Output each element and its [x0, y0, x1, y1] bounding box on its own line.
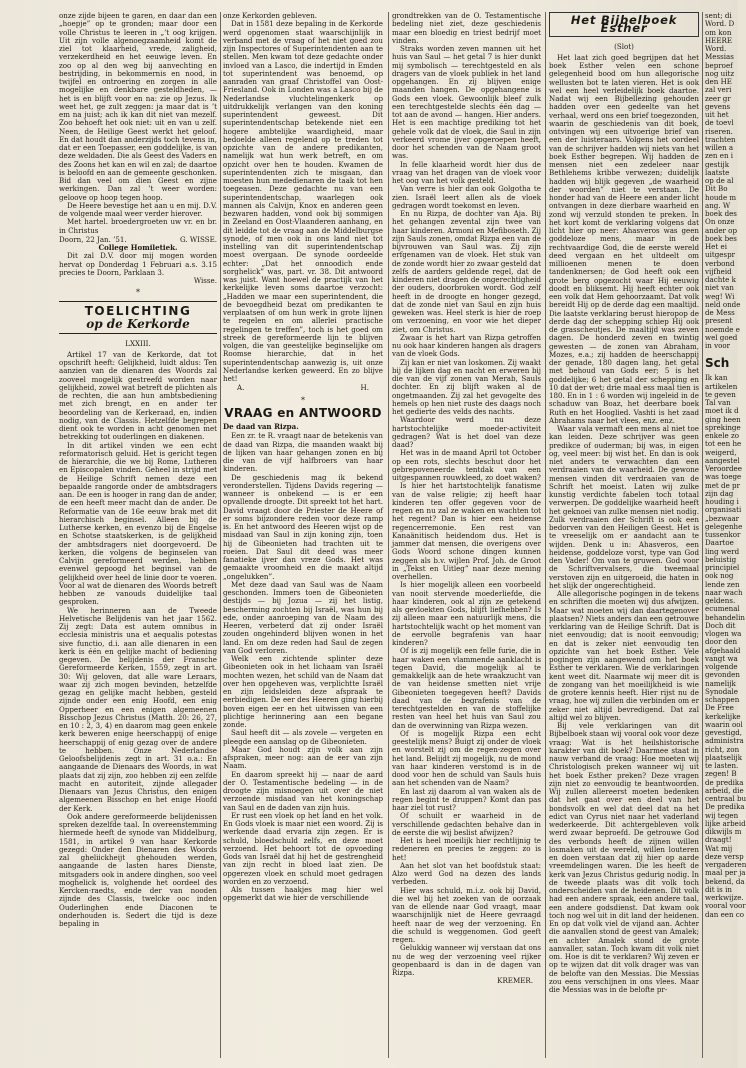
fragment-line: willen a: [705, 143, 734, 152]
fragment-line: sent; di: [705, 11, 732, 20]
paragraph: Waar vala vermaft een mens al niet toe kan leiden. Deze schrijver was geen predikce of ouderman; bij was, in eigen og, veel meer: bij wist het. En dan is ook niet anders te verwachten dan een verdraaien van de waarheid. De gewone mensen vinden dit verdraaien van de Schrift het moeist. Laten wij zulke kunstig verdichte fabelen toch totaal verwerpen. De goddelijke waarheid heeft het geknoei van zulke mensen niet nodig. Zulk verdraaien der Schrift is ook een bedorven van den Heiligen Geest. Het is te vreeselijk om er aandacht aan te wijden. Denk u in: Ahasveros, een heidense, goddeloze vorst, type van God den Vader! Om van te gruwen. God voor de Schriftvervalsers, die tweemaal verstoven zijn en uitgeroeid, die haten in het slijk der ongerechtigheid.: [549, 424, 699, 590]
fragment-line: werkwijze.: [705, 893, 744, 902]
author-signature: Wisse.: [193, 276, 217, 285]
fragment-line: tussenkor: [705, 530, 741, 539]
fragment-line: om kon: [705, 27, 732, 37]
paragraph: Zwaar is het hart van Rizpa getroffen nu ook haar kinderen hangen als dragers van de vloek Gods.: [392, 332, 541, 359]
fragment-line: noemde e: [705, 324, 740, 334]
column-5-fragment: [705, 12, 745, 1060]
fragment-line: Het ei: [705, 242, 727, 251]
fragment-line: organisati: [705, 505, 742, 515]
fragment-line: wij tegen: [705, 810, 739, 820]
fragment-line: zal veri: [705, 85, 732, 95]
author-signature: G. WISSE.: [179, 234, 217, 244]
paragraph: Alle allegorische pogingen in de tekens en schriften die moeten wij dus afwijzen. Maar wat moeten wij dan daartegenover plaatsen? Niets anders dan een getrouwe verklaring van de Heilige Schrift. Dat is niet eenvoudig; dat is nooit eenvoudig; en dat is zeker niet eenvoudig ten opzichte van het boek Esther. Vele pogingen zijn aangewend om het boek Esther te verklaren. Wie de verklaringen kent weet dit. Naarmate wij meer dit is de zongang van het moeilijkheid is wie de grotere kennis heeft. Hier rijst nu de vraag, hoe wij zullen die verbinden om er zeker niet altijd bevredigend. Dat zal altijd wel zo blijven.: [549, 589, 699, 722]
fragment-line: maal per ja: [705, 868, 746, 878]
fragment-line: te geven: [705, 389, 736, 399]
fragment-line: boek bes: [705, 233, 737, 243]
fragment-line: lijke arbeid: [705, 818, 746, 828]
fragment-line: Wat mij: [705, 843, 733, 853]
fragment-line: behandelin: [705, 612, 745, 622]
paragraph: Het is heel moeilijk hier rechtlijnig te redeneren en precies te zeggen: zo is het!: [392, 836, 541, 862]
fragment-line: de predika: [705, 777, 744, 787]
fragment-line: Messias: [705, 52, 734, 62]
fragment-line: houde m: [705, 192, 737, 202]
paragraph: Bij vele verklaringen van dit Bijbelboek staan wij vooral ook voor deze vraag: Wat is het heilshistorische karakter van dit boek? Daarmee staat in nauw verband de vraag: Hoe moeten wij Christologisch preken wanneer wij uit het boek Esther preken? Deze vragen zijn niet zo eenvoudig te beantwoorden. Wij zullen allereerst moeten bedenken dat het gaat over een deel van het bondsvolk en wel dat deel dat na het edict van Cyrus niet naar het vaderland wederkeerde. Dit achtergebleven volk werd zwaar beproefd. De getrouwe God des verbonds heeft de zijnen willen losmaken uit de wereld, willen louteren en doen verstaan dat zij hier op aarde vreemdelingen waren. Die les heeft de kerk van Jezus Christus gedurig nodig. In de tweede plaats was dit volk toch onderscheiden van de heidenen. Dit volk had een andere spraak, een andere taal, een andere godsdienst. Dat kwam ook toch nog wel uit in dit land der heidenen. En op dat volk viel de vijand aan. Achter die aanvallen stond de geest van Amalek; en achter Amalek stond de grote aanvaller, satan. Toch kwam dit volk niet om. Hoe is dit te verklaren? Wij zeven er op te wijzen dat dit volk drager was van de belofte van den Messias. Die Messias zou eens verschijnen in ons vlees. Maar die Messias was in de belofte pr-: [549, 721, 699, 994]
paragraph: onze zijde bijeen te garen, en daar dan een „hoepje” op te gronden; maar door een volle Christus te leeren in „’t oog krijgen. Uit zijn volle algenoegzaamheid komt de ziel tot klaarheid, vrede, zaligheid, verzekerdheid en het eeuwige leven. En zoo op al den weg bij aanvechting en bestrijding, in bekommernis en nood, in twijfel en ontroering en zorgen in alle mogelijke en denkbare gesteldheden, — het is en blijft voor en na: zie op Jezus. Ik weet het, ge zult zeggen: ja maar dat is ’t em na juist; ach ik kan dit niet van mezelf. Zoo behoeft het ook niet: uit en van u zelf. Neen, de Heilige Geest werkt het geloof. En dat houdt dan anderzijds toch tevens in, dat er een Toepasser, een goddelijke, is van deze weldaden. Die als Geest des Vaders en des Zoons het kan en wil en zal; de daartoe is beloofd en aan de gemeente geschonken. Bid dan veel om dien Geest en zijne werkingen. Dan zal ’t weer worden: geloove op hoop tegen hoop.: [59, 11, 217, 202]
paragraph: We herinneren aan de Tweede Helvetische Belijdenis van het jaar 1562. Zij zegt: Data est autem omnibus in ecclesia ministris una et aequalis potestas sive functio, d.i. aan alle dienaren in een kerk is één en gelijke macht of bediening gegeven. De belijdenis der Fransche Gereformeerde Kerken, 1559, zegt in art. 30: Wij geloven, dat alle ware Leraars, waar zij zich mogen bevinden, hetzelfde gezag en gelijke macht hebben, gesteld zijnde onder een enig Hoofd, een enig Opperheer en een enigen algemeenen Bisschop Jezus Christus (Matth. 20: 26, 27, en 10 : 2, 3, 4) en daarom mag geen enkele kerk beweren enige heerschappij of enige heerschappij of enig gezag over de andere te hebben. Onze Nederlandse Geloofsbelijdenis zegt in art. 31 o.a.: En aangaande de Dienaars des Woords, in wat plaats dat zij zijn, zoo hebben zij een zelfde macht en autoriteit, zijnde allegader Dienaars van Jezus Christus, den enigen algemeenen Bisschop en het enige Hoofd der Kerk.: [59, 605, 217, 813]
fragment-line: zen en i: [705, 151, 734, 161]
fragment-line: Dit Bo: [705, 184, 728, 194]
fragment-line: de Mess: [705, 308, 735, 317]
section-subtitle: op de Kerkorde: [86, 316, 190, 331]
fragment-line: On onze: [705, 217, 735, 227]
column-2: [223, 12, 383, 1060]
fragment-line: volgende: [705, 662, 738, 671]
fragment-line: den HE: [705, 77, 732, 86]
author-initial: H.: [360, 383, 369, 393]
subheading: De daad van Rizpa.: [223, 422, 299, 431]
paragraph: Met deze daad van Saul was de Naam geschonden. Immers toen de Gibeonieten destijds — bij Jozua — zij het listig, bescherming zochten bij Israël, was hun bij ede, onder aanroeping van de Naam des Heeren, verbeterd dat zij onder Israël zouden ongehinderd blijven wonen in het land. En om deze reden had Saul de zegen van God verloren.: [223, 579, 383, 655]
fragment-line: dikwijls m: [705, 827, 742, 836]
paragraph: En nu Rizpa, de dochter van Aja. Bij het gehangen zevental zijn twee van haar kinderen. Armoni en Mefiboseth. Zij zijn Sauls zonen, omdat Rizpa een van de bijvrouwen van Saul was. Zij zijn erfgenamen van de vloek. Het stuk van de zonde wordt hier zo zwaar gesteld dat zelfs de aarders geldende regel, dat de kinderen niet dragen de ongerechtigheid der ouders, doorbroken wordt. God zelf heeft in de droogte en honger gezegd, dat de zonde niet van Saul en zijn huis geweken was. Heel sterk is hier de roep om verzoening, en voor wie het dieper ziet, om Christus.: [392, 209, 542, 334]
fragment-line: afgehaald: [705, 645, 741, 655]
fragment-line: Word. D: [705, 19, 735, 29]
paragraph: De geschiedenis mag ik bekend veronderstellen. Tijdens Davids regering — wanneer is onbekend — is er een opvallende droogte. Dit spreekt tot het hart. David vraagt door de Priester de Heere of er soms bijzondere reden voor deze ramp is. En het antwoord des Heeren wijst op de misdaad van Saul in zijn koning zijn, toen hij de Gibeonieten had trachten uit te roeien. Dat Saul dit deed was meer fanatieke ijver dan vreze Gods. Het was gemaakte vroomheid en die maakt altijd „ongelukken”.: [223, 472, 383, 581]
fragment-line: door den: [705, 637, 738, 647]
fragment-lines-bottom: [705, 374, 745, 919]
paragraph: Straks worden zeven mannen uit het huis van Saul — het getal 7 is hier dunkt mij symbolisch — terechtgesteld en als dragers van de vloek publiek in het land opgehangen. En zij blijven enige maanden hangen. De opgehangene is Gods een vloek. Gewoonlijk bleef zulk een terechtgestelde slechts één dag — tot aan de avond — hangen. Hier anders. Het is een machtige prediking tot het gehele volk dat de vloek, die Saul in zijn verkeerd vrome ijver opgeroepen heeft, door het schenden van de Naam groot was.: [392, 44, 541, 161]
column-rule: [388, 12, 389, 1058]
fragment-line: trachten: [705, 134, 736, 144]
fragment-line: uitgespr: [705, 250, 735, 260]
separator-star: *: [301, 395, 305, 405]
paragraph: Of is zij mogelijk een felle furie, die in haar waken een vlammende aanklacht is tegen David, die mogelijk al te gemakkelijk aan de hete wraakzucht van de van heidense smetten niet vrije Gibeonieten toegegeven heeft? Davids daad van de begrafenis van de terechtgestelden en van de stoffelijke resten van heel het huis van Saul zou dan de overwinning van Rizpa wezen.: [392, 646, 541, 730]
paragraph: Dit zal D.V. door mij mogen worden hervat op Donderdag 1 Februari a.s. 3.15 precies te Doorn, Parklaan 3.: [59, 251, 217, 277]
fragment-line: namelijk: [705, 678, 736, 688]
section-title: TOELICHTING: [84, 303, 192, 318]
fragment-line: met de pr: [705, 480, 740, 490]
fragment-line: in voor: [705, 341, 731, 350]
fragment-line: Synodale: [705, 686, 738, 696]
fragment-line: zegen! B: [705, 769, 737, 779]
fragment-line: Doch dit: [705, 620, 736, 630]
column-rule: [545, 12, 546, 1058]
fragment-line: ecumenal: [705, 604, 740, 614]
article-title: Het Bijbelboek Esther: [549, 12, 699, 37]
fragment-line: deze versp: [705, 851, 744, 861]
paragraph: Saul heeft dit — als zovele — vergeten en pleegde een aanslag op de Gibeonieten.: [223, 728, 383, 746]
fragment-line: ling werd: [705, 546, 740, 556]
fragment-line: de toevl: [705, 118, 734, 128]
paragraph: Met hartel. broedergroeten uw vr. en br. in Christus: [59, 217, 217, 235]
paragraph: Of schuilt er waarheid in de verschillende gedachten behalve dan in de eerste die wij beslist afwijzen?: [392, 811, 541, 837]
section-title: VRAAG en ANTWOORD: [224, 405, 382, 420]
fragment-line: richt, zon: [705, 744, 740, 754]
separator-star: *: [136, 288, 140, 298]
fragment-line: draagt!: [705, 835, 732, 845]
fragment-line: verbond: [705, 258, 735, 268]
fragment-line: moet ik d: [705, 406, 739, 416]
paragraph: Ook andere gereformeerde belijdenissen spreken dezelfde taal. In overeenstemming hiermede heeft de synode van Middelburg, 1581, in artikel 9 van haar Kerkorde gezegd: Onder den Dienaren des Woords zal gheliickheijt ghehouden werden, aangaande de lasten hares Dienste, mitsgaders ook in andere dinghen, soo veel moghelick is, volghende het oordeel des Kercken-raedts, ende der van nooden zijnde des Classis, twelcke ooc inden Ouderlinghen ende Diaconen te onderhouden is. Sedert die tijd is deze bepaling in: [59, 811, 217, 928]
fragment-line: „bezwaar: [705, 513, 740, 523]
paragraph: Aan het slot van het boofdstuk staat: Alzo werd God na dezen des lands verbeden.: [392, 860, 541, 887]
fragment-line: aangestel: [705, 455, 740, 465]
paragraph: Er rust een vloek op het land en het volk. En Gods vloek is maar niet een woord. Zij is werkende daad ervaria zijn zegen. Er is schuld, bloedschuld zelfs, en deze moet verzoend. Het behoort tot de opvoeding Gods van Israël dat hij het de gestrengheid van zijn recht in bloed laat zien. De opgerezen vloek en schuld moet gedragen worden en zo verzoend.: [223, 810, 383, 886]
fragment-line: was toege: [705, 472, 742, 482]
notice-title: College Homiletiek.: [98, 243, 178, 252]
cropped-heading: Sch: [705, 356, 730, 371]
paragraph: In felle klaarheid wordt hier dus de vraag van het dragen van de vloek voor het oog van het volk gesteld.: [392, 159, 541, 185]
fragment-line: naar wach: [705, 587, 743, 597]
fragment-line: present: [705, 316, 733, 326]
column-1: [59, 12, 217, 1060]
signature-line: [223, 384, 383, 392]
fragment-line: neld onde: [705, 299, 741, 309]
fragment-line: ook nog: [705, 571, 734, 581]
section-header: [59, 301, 217, 334]
paragraph: Dat in 1581 deze bepaling in de Kerkorde werd opgenomen staat waarschijnlijk in verband met de vraag of het niet goed zou zijn Inspectores of Superintendenten aan te stellen. Men kwam tot deze gedachte onder invloed van a Lasco, die indertijd in Emden tot superintendent was benoemd, op aanraden van graaf Christoffel van Oost-Friesland. Ook in Londen was a Lasco bij de Nederlandse vluchtelingenkerk op uitdrukkelijk verlangen van den koning superintendent geweest. Dit superintendentschap betekende niet een hogere ambtelijke waardigheid, maar bedoelde alleen regelend op te treden tot opzichte van de andere predikanten, namelijk wat hun werk betreft, en om opzicht over hen te houden. Kwamen de superintendenten zich te misgaan, dan moesten hun mededienaren de taak tot hen toegeasen. Deze gedachte nu van een superintendentschap, waarlegen ook mannen als Calvijn, Knox en anderen geen bezwaren hadden, vond ook bij sommigen in Zeeland en Oost-Vlaanderen aanhang, en dit leidde tot de vraag aan de Middelburgse synode, of men ook in ons land niet tot instelling van dit superintendentschap moest overgaan. De synode oordeelde echter: „Dat het onnoodich ende sorghelick” was, part. vr. 38. Dit antwoord was juist. Want hoewel de practijk van het kerkelijke leven soms daartoe verzocht: „Hadden we maar een superintendent, die de bevoegdheid bezat om predikanten te verplaatsen of om hun werk in grote lijnen te regelen en om allerlei practische regelingen te treffen”, toch is het goed om streek de gereformeerde lijn te blijven volgen, die van geestelijke beginselijke om Roomse hierarchie, dat in het superintendentschap aanwezig is, uit onze Nederlandse kerken geweerd. En zo blijve het!: [223, 19, 383, 383]
paragraph: Als tussen haakjes mag hier wel opgemerkt dat wie hier de verschillende: [223, 885, 383, 903]
fragment-line: bekend, da: [705, 876, 745, 886]
paragraph: Is hier mogelijk alleen een voorbeeld van nooit stervende moederliefde, die haar kinderen, ook al zijn ze getekend als gevloekten Gods, blijft liefhebben? Is zij alleen maar een natuurlijk mens, die hartstochtelijk wacht op het moment van de eervolle begrafenis van haar kinderen?: [392, 580, 541, 647]
paragraph: En daarom spreekt hij — naar de aard der O. Testamentische bedeling — in de droogte zijn misnoegen uit over de niet verzoende misdaad van het koningschap van Saul en de daden van zijn huis.: [223, 769, 383, 812]
fragment-line: schappen: [705, 695, 740, 704]
fragment-line: zijn dag: [705, 488, 734, 498]
column-rule: [220, 12, 221, 1058]
fragment-line: ang. W: [705, 200, 731, 210]
fragment-line: gevonden: [705, 670, 740, 680]
fragment-line: gevestigd,: [705, 728, 743, 737]
fragment-line: vergaderen: [705, 860, 746, 869]
fragment-line: gevens: [705, 101, 731, 111]
fragment-line: Veroordee: [705, 464, 742, 473]
fragment-line: Daartoe: [705, 538, 734, 548]
fragment-line: vooral voor: [705, 901, 746, 911]
fragment-line: uit het: [705, 110, 729, 119]
fragment-line: geldens.: [705, 596, 736, 605]
fragment-line: vlogen wa: [705, 629, 742, 638]
fragment-line: te lasten.: [705, 761, 739, 770]
fragment-line: boek des: [705, 209, 737, 218]
paragraph: onze Kerkorden gebleven.: [223, 11, 318, 20]
fragment-line: principiel: [705, 563, 740, 572]
paragraph: Gelukkig wanneer wij verstaan dat ons nu de weg der verzoening veel rijker geopenbaard is dan in de dagen van Rizpa.: [392, 943, 541, 977]
paragraph: Zij kan er niet van loskomen. Zij waakt bij de lijken dag en nacht en erweren bij die van de vijf zonen van Merab, Sauls dochter. En zij blijft waken al de ongetmaanden. Zij zal het gevogelte des hemels op hen niet ruste des daags noch het gedierte des velds des nachts.: [392, 357, 541, 416]
fragment-line: op de al: [705, 176, 734, 185]
column-3: [392, 12, 541, 1060]
paragraph: Is hier het hartstochtelijk fanatisme van de valse religie; zij heeft haar kinderen ten offer gegeven voor de regen en nu zal ze waken en wachten tot het regent? Dan is hier een heidense regencerremonie. Een rest van Kanaänitisch heidendom dus. Het is jammer dat mensen, die overigens over Gods Woord schone dingen kunnen zeggen als b.v. wijlen Prof. Joh. de Groot in „Tekst en Uitleg” naar deze mening overhellen.: [392, 481, 541, 581]
column-rule: [702, 12, 703, 1058]
paragraph: Artikel 17 van de Kerkorde, dat tot opschrift heeft: Gelijkheid, luidt aldus: Ten aanzien van de dienaren des Woords zal zooveel mogelijk gestreefd worden naar gelijkheid, zowel wat betreft de plichten als de rechten, die aan hun ambtsbediening met zich brengt, en en ander ter beoordeling van de Kerkeraad, en, indien nodig, van de Classis. Hetzelfde begrepen dient ook te worden in acht genomen met betrekking tot ouderlingen en diakenen.: [59, 349, 217, 442]
paragraph: En last zij daarom al van waken als de regen begint te druppen? Komt dan pas haar ziel tot rust?: [392, 786, 541, 812]
fragment-line: tot een he: [705, 439, 742, 449]
fragment-line: weg! Wi: [705, 291, 735, 301]
fragment-line: ander op: [705, 225, 737, 235]
fragment-line: beproef: [705, 60, 733, 70]
paragraph: Een zr. te R. vraagt naar de betekenis van de daad van Rizpa, die maanden waakt bij de lijken van haar gehangen zonen en bij die van de vijf halfbroers van haar kinderen.: [223, 431, 383, 474]
fragment-line: dit is in: [705, 884, 732, 894]
author-signature: KREMER.: [497, 976, 533, 986]
author-initial: A.: [237, 383, 245, 393]
fragment-line: laatste: [705, 167, 730, 177]
fragment-line: beluistig: [705, 554, 737, 564]
paragraph: Hier was schuld, m.i.z. ook bij David, die wel bij het zoeken van de oorzaak van de ellende naar God vraagt, maar waarschijnlijk niet de Heere gevraagd heeft naar de weg der verzoening. En die schuld is weggenomen. God geeft regen.: [392, 885, 541, 944]
fragment-line: Ik kan: [705, 373, 728, 383]
fragment-line: administra: [705, 736, 744, 746]
fragment-line: waarin ool: [705, 719, 743, 729]
fragment-line: niet van: [705, 283, 734, 293]
fragment-line: riseren.: [705, 126, 733, 136]
column-4: [549, 12, 699, 1060]
fragment-line: HEERE: [705, 35, 733, 45]
fragment-line: centraal bu: [705, 794, 746, 803]
fragment-line: lende zen: [705, 579, 740, 589]
paragraph: Maar God houdt zijn volk aan zijn afspraken, meer nog: aan de eer van zijn Naam.: [223, 744, 383, 771]
paragraph: Welk een zichtende splinter deze Gibeonieten ook in het lichaam van Israël mochten wezen, het schild van de Naam dat over hen opgeheven was, verplichtte Israël en zijn leidsleiden deze afspraak te eerbiedigen. De eer des Heeren ging hierbij boven eigen eer en het uitwissen van een plichtige herinnering aan een begane zonde.: [223, 654, 383, 729]
fragment-line: artikelen: [705, 381, 738, 391]
fragment-line: ging heen: [705, 414, 741, 424]
paragraph: Het was in de maand April tot October op een rots, slechts beschut door het gebrepoveneerde tentdak van een uitgespannen rouwkleed, zo doet waken?: [392, 448, 541, 482]
fragment-lines-top: [705, 12, 745, 350]
paragraph: In dit artikel vinden we een echt reformatorisch geluid. Het is gericht tegen de hierarchie, die we bij Rome, Lutheren en Episcopalen vinden. Geheel in strijd met de Heilige Schrift nemen deze een bepaalde rangorde onder de ambtsdragers aan. De een is hooger in rang dan de ander, de een heeft meer macht dan de ander. De Reformatie van de 16e eeuw brak met dit hierarchisch beginsel. Alleen bij de Lutherse kerken, en evenzo bij de Engelse en Schotse staatskerken, is de gelijkheid der ambtsdragers niet doorgevoerd. De kerken, die volgens de beginselen van Calvijn gereformeerd werden, hebben evenwel gepoogd het beginsel van de gelijkheid over heel de linie door te voeren. Voor al wat de dienaren des Woords betreft hebben ze vanouds duidelijke taal gesproken.: [59, 440, 217, 607]
paragraph: grondtrekken van de O. Testamentische bedeling niet ziet, deze geschiedenis maar een bloedig en triest bedrijf moet vinden.: [392, 11, 541, 45]
fragment-line: De Free: [705, 703, 734, 713]
fragment-line: houding i: [705, 497, 739, 506]
fragment-line: nog uitz: [705, 68, 735, 78]
section-number: LXXIII.: [125, 338, 151, 348]
fragment-line: dachte k: [705, 275, 736, 284]
paragraph: Het laat zich goed begrijpen dat het boek Esther velen een schone gelegenheid bood om hun allegorische wellusten bot te laten vieren. Het is ook wel een heel verleidelijk boek daartoe. Nadat wij een Bijbellezing gehouden hadden over een gedeelte van het verhaal, werd ons een brief toegezonden, waarin de geschiedenis van dit boek, ontvingen wij een uitvoerige brief van een der luisteraars. Volgens het oordeel van de schrijver hadden wij niets van het boek Esther begrepen. Wij hadden de mensen niet een zedeleer naar Bethlehems kribbe verwezen; duidelijk hadden wij blijk gegeven „de waarheid der woorden” niet te verstaan. De honder had van de Heere een ander licht ontvangen in deze dierbare waarheid en zond wij verzuld stonden te preken. In het kort komt de verklaring volgens dat licht hier op neer: Ahasveros was geen goddeloze mens, maar in de rechtvaardige God, die de eerste wereld deed vergaan en het ultdeelt om millioenen menen te doen tandenknersen; de God heeft ook een grote berg opgezocht waar Hij eeuwig doodt en bliksemt. Hij heeft echter ook een volk dat Hem gehoorzaamt. Dat volk bereidt Hij op de derde dag een maaltijd. Die laatste verklaring berust hieropop de derde dag der schepping schiep Hij ook de grasscheutjes. De maaltijd was zeven dagen. De honderd zeven en twintig gewesten — de zonen van Abraham, Mozes, e.a.; zij hadden de heerschappij der genade, 180 dagen lang, het getal met behoud van Gods eer; 5 is het goddelijke; 6 het getal der schepping en 10 dat der wet; drie maal ess maal tien is 180. En in 1 : 6 worden wij ingeleid in de schaduw van Boaz, het deerbare boek Ruth en het Hooglied. Vashti is het zaad Abrahams naar het vlees, enz. enz.: [549, 52, 699, 425]
article-subtitle: (Slot): [614, 41, 634, 51]
dateline: Doorn, 22 Jan. ’51.: [59, 234, 127, 244]
fragment-line: arbeid, die: [705, 785, 744, 795]
fragment-line: sprekinge: [705, 422, 741, 432]
fragment-line: enkele zo: [705, 431, 739, 440]
fragment-line: gelegenhe: [705, 521, 743, 531]
fragment-line: gestijk: [705, 159, 729, 169]
paragraph: De Heere bevestige het aan u en mij. D.V. de volgende maal weer verder hierover.: [59, 200, 217, 218]
fragment-line: Word.: [705, 44, 727, 53]
fragment-line: wel goed: [705, 332, 738, 342]
fragment-line: kerkelijke: [705, 711, 741, 721]
fragment-line: Tal van: [705, 398, 731, 407]
paragraph: Van verre is hier dan ook Golgotha te zien. Israël leert allen als de vloek gedragen wordt toekomst en leven.: [392, 184, 541, 210]
fragment-line: plaatselijk: [705, 752, 742, 762]
paragraph: Waardoor werd nu deze hartstochtelijke moeder-activiteit gedragen? Wat is het doel van deze daad?: [392, 415, 541, 449]
fragment-line: dan een co: [705, 909, 745, 919]
fragment-line: vangt wa: [705, 653, 738, 663]
fragment-line: vijfheid: [705, 266, 732, 276]
paragraph: Of is mogelijk Rizpa een echt geestelijk mens? Buigt zij onder de vloek en worstelt zij om de regen-zegen over het land. Belijdt zij mogelijk, nu de mond van haar kinderen verstomd is in de dood voor hen de schuld van Sauls huis aan het schenden van de Naam?: [392, 728, 541, 788]
fragment-line: De predika: [705, 802, 745, 812]
fragment-line: zeer gr: [705, 93, 731, 103]
fragment-line: weigerd,: [705, 447, 737, 457]
